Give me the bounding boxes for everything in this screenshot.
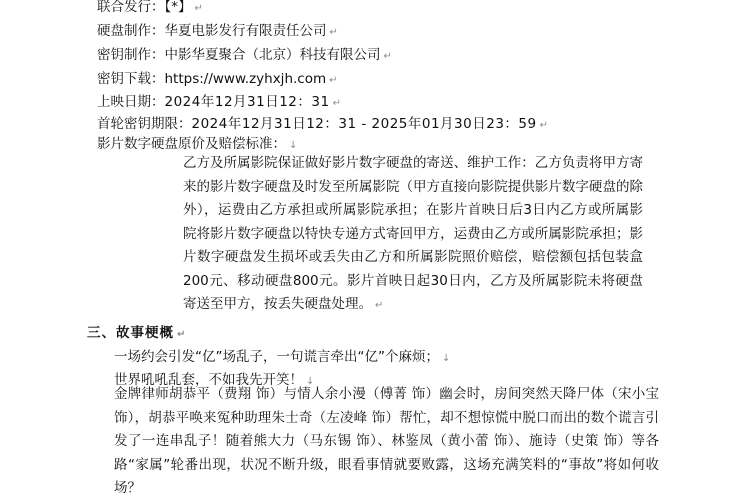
credit-value: 【*】 (164, 0, 192, 15)
paragraph-mark: ↵ (329, 27, 338, 38)
story-line-text: 世界吼吼乱套，不如我先开笑！ (114, 372, 303, 388)
credit-value: https://www.zyhxjh.com (164, 71, 327, 87)
credit-line-disk-production (97, 20, 338, 44)
paragraph-mark: ↵ (332, 98, 341, 109)
section-title: 故事梗概 (116, 325, 174, 341)
credit-line-key-production (97, 44, 392, 68)
story-paragraph-text: 金牌律师胡恭平（费翔 饰）与情人余小漫（傅菁 饰）幽会时，房间突然天降尸体（宋小宝 饰），胡恭平唤来冤种助理朱士奇（左凌峰 饰）帮忙，却不想惊慌中脱口而出的数个谎言引发了一连串乱子！随着熊大力（马东锡 饰）、林鉴凤（黄小蕾 饰）、施诗（史策 饰）等各路“家属”轮番出现，状况不断升级，眼看事情就要败露，这场充满笑料的“事故”将如何收场？ (114, 386, 659, 496)
section-heading (87, 322, 186, 346)
credit-value: 2024年12月31日12：31 - 2025年01月30日23：59 (191, 116, 537, 132)
paragraph-mark: ↵ (194, 3, 203, 14)
linebreak-mark: ↓ (306, 376, 315, 387)
story-line-text: 一场约会引发“亿”场乱子，一句谎言牵出“亿”个麻烦； (114, 349, 439, 365)
credit-line-release-date (97, 91, 341, 115)
credit-label: 硬盘制作： (97, 23, 165, 39)
section-number: 三、 (87, 325, 116, 341)
credit-label: 首轮密钥期限： (97, 116, 192, 132)
paragraph-mark: ↵ (539, 120, 548, 131)
paragraph-mark: ↵ (177, 329, 187, 340)
paragraph-mark: ↵ (329, 75, 338, 86)
story-paragraph (114, 383, 659, 501)
credit-value: 2024年12月31日12：31 (164, 94, 330, 110)
credit-label: 上映日期： (97, 94, 165, 110)
credit-label: 影片数字硬盘原价及赔偿标准： (97, 136, 286, 152)
compensation-paragraph (183, 152, 643, 318)
linebreak-mark: ↓ (289, 140, 298, 151)
credit-value: 华夏电影发行有限责任公司 (164, 23, 327, 39)
credit-value: 中影华夏聚合（北京）科技有限公司 (164, 47, 381, 63)
paragraph-mark: ↵ (375, 300, 384, 311)
credit-line-joint-release (97, 0, 203, 20)
story-line-1 (114, 346, 450, 370)
credit-label: 密钥下载： (97, 71, 165, 87)
credit-label: 联合发行： (97, 0, 165, 15)
credit-label: 密钥制作： (97, 47, 165, 63)
paragraph-mark: ↵ (383, 51, 392, 62)
credit-line-key-download (97, 68, 338, 92)
compensation-text: 乙方及所属影院保证做好影片数字硬盘的寄送、维护工作：乙方负责将甲方寄来的影片数字硬盘及时发至所属影院（甲方直接向影院提供影片数字硬盘的除外），运费由乙方承担或所属影院承担；在影片首映日后3日内乙方或所属影院将影片数字硬盘以特快专递方式寄回甲方，运费由乙方或所属影院承担；影片数字硬盘发生损坏或丢失由乙方和所属影院照价赔偿，赔偿额包括包装盒200元、移动硬盘800元。影片首映日起30日内，乙方及所属影院未将硬盘寄送至甲方，按丢失硬盘处理。 (183, 155, 643, 312)
linebreak-mark: ↓ (441, 353, 451, 364)
